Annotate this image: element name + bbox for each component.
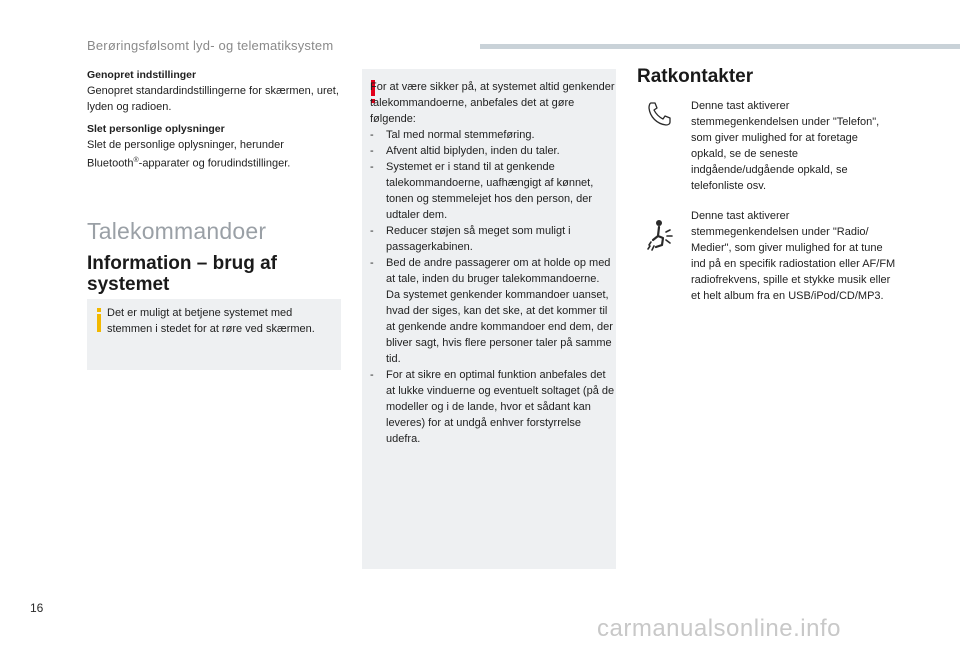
voice-key-text: Denne tast aktiverer stemmegenkendelsen under "Radio/ Medier", som giver mulighed for at tune ind på en specifik radiostation eller AF/FM radiofrekvens, spille et stykke musik eller et helt album fra en USB/iPod/CD/MP3. bbox=[691, 210, 896, 302]
watermark: carmanualsonline.info bbox=[597, 615, 841, 642]
reset-heading: Genopret indstillinger bbox=[87, 69, 197, 81]
list-item: - Systemet er i stand til at genkende talekommandoerne, uafhængigt af kønnet, tonen og stemmelejet hos den person, der udtaler dem. bbox=[370, 159, 615, 223]
list-item: - Reducer støjen så meget som muligt i passagerkabinen. bbox=[370, 223, 615, 255]
list-item: - For at sikre en optimal funktion anbefales det at lukke vinduerne og eventuelt soltaget (på de modeller og i de lande, hvor et sådant kan leveres) for at undgå enhver forstyrrelse udefra. bbox=[370, 367, 615, 447]
list-item: - Tal med normal stemmeføring. bbox=[370, 127, 615, 143]
header-title: Berøringsfølsomt lyd- og telematiksystem bbox=[87, 38, 334, 53]
reset-text: Genopret standardindstillingerne for skærmen, uret, lyden og radioen. bbox=[87, 85, 339, 113]
delete-text-after: -apparater og forudindstillinger. bbox=[138, 157, 291, 170]
warning-list bbox=[370, 127, 615, 447]
info-icon bbox=[95, 308, 103, 337]
phone-key-text: Denne tast aktiverer stemmegenkendelsen under "Telefon", som giver mulighed for at foretage opkald, se de seneste indgående/udgående opkald, se telefonliste osv. bbox=[691, 100, 880, 192]
info-box bbox=[87, 299, 341, 370]
delete-heading: Slet personlige oplysninger bbox=[87, 123, 225, 135]
voice-command-icon bbox=[646, 218, 676, 259]
warning-content bbox=[370, 79, 615, 447]
page-number: 16 bbox=[30, 601, 44, 615]
ratkontakter-title: Ratkontakter bbox=[637, 66, 754, 87]
warning-box bbox=[362, 69, 616, 569]
section-subtitle: Information – brug af systemet bbox=[87, 253, 277, 295]
info-text: Det er muligt at betjene systemet med stemmen i stedet for at røre ved skærmen. bbox=[107, 307, 315, 335]
delete-text bbox=[87, 137, 342, 172]
list-item: - Bed de andre passagerer om at holde op med at tale, inden du bruger talekommandoerne. Da systemet genkender kommandoer uanset, hvad der siges, kan det ske, at det kommer til at genkende andre kommandoer end dem, der bliver sagt, hvis flere personer taler på samme tid. bbox=[370, 255, 615, 367]
section-title: Talekommandoer bbox=[87, 218, 267, 244]
settings-column bbox=[87, 68, 342, 179]
phone-icon bbox=[646, 101, 674, 132]
delete-text-before: Slet de personlige oplysninger, herunder Bluetooth bbox=[87, 139, 284, 170]
warning-intro: For at være sikker på, at systemet altid genkender talekommandoerne, anbefales det at gøre følgende: bbox=[370, 81, 615, 125]
list-item: - Afvent altid biplyden, inden du taler. bbox=[370, 143, 615, 159]
header-rule bbox=[480, 44, 960, 49]
registered-mark: ® bbox=[133, 157, 139, 164]
